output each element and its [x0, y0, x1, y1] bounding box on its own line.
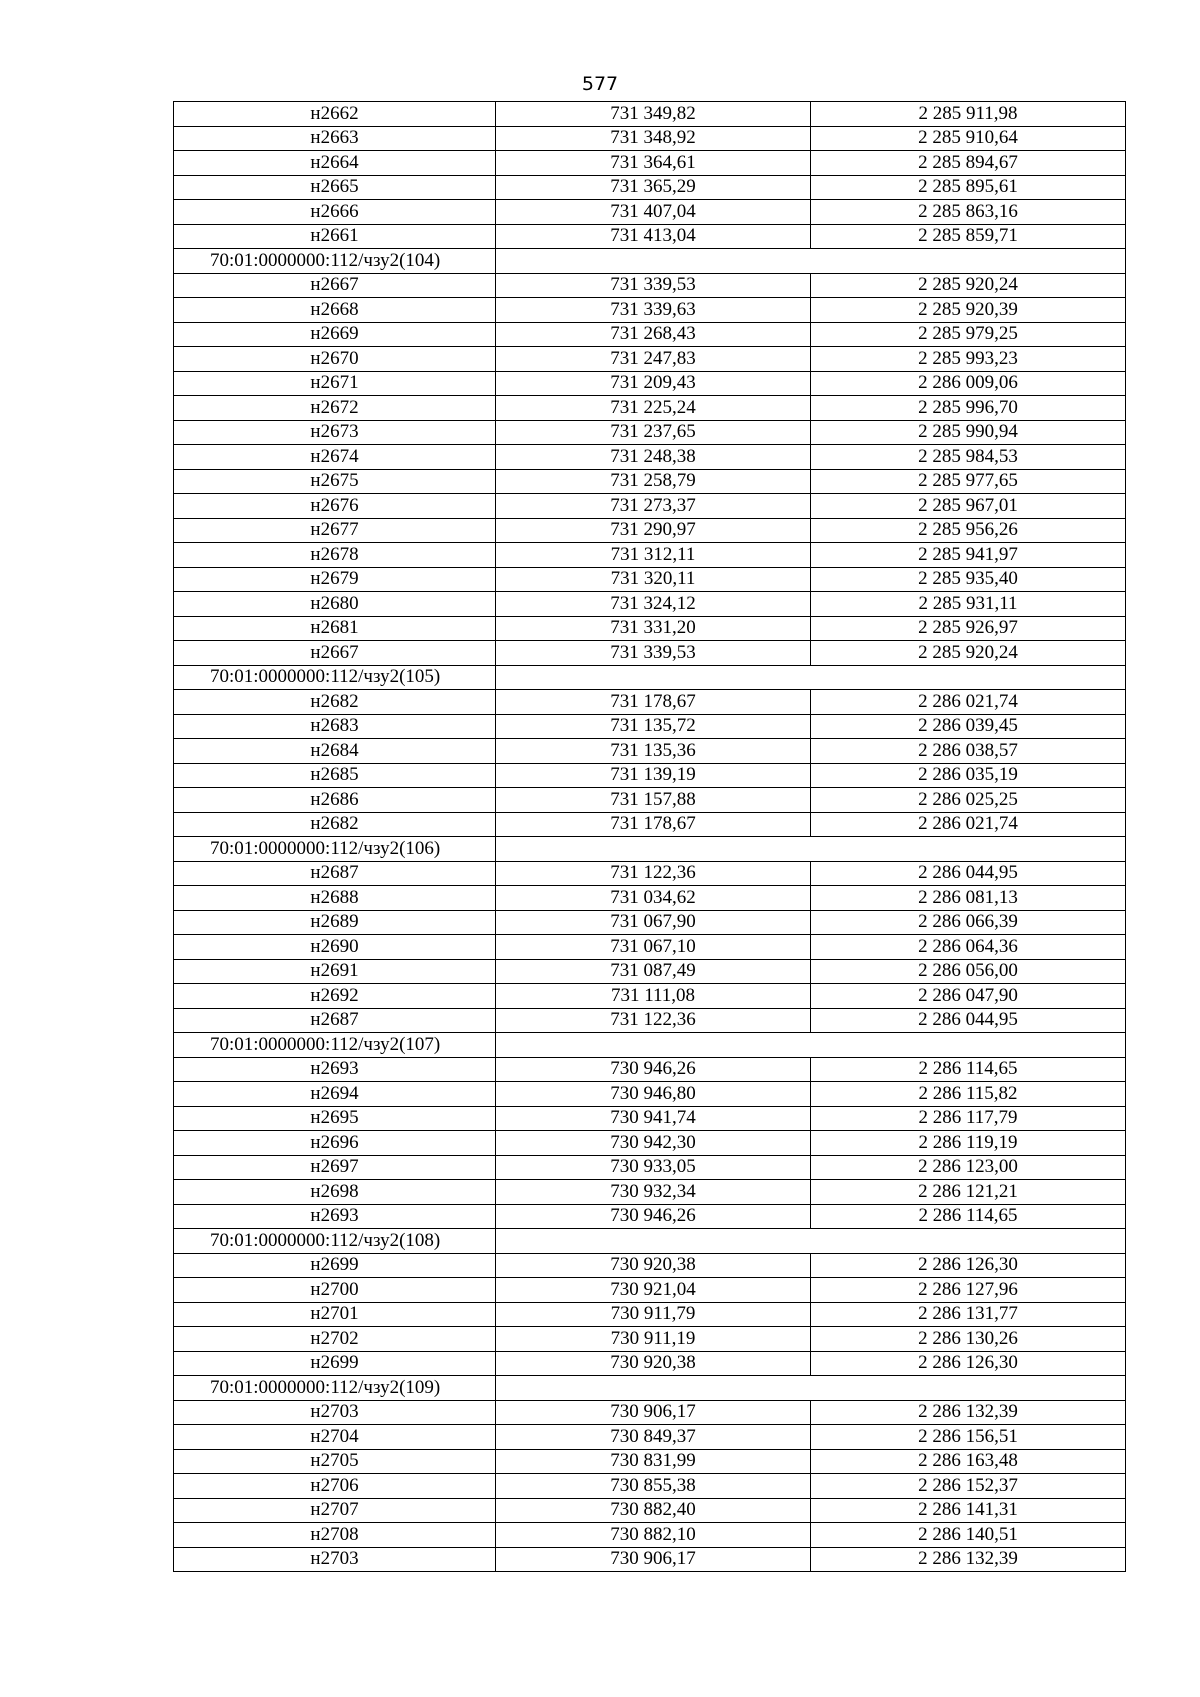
point-id-cell: н2685	[174, 763, 496, 788]
table-row	[174, 1547, 1126, 1572]
table-row	[174, 1425, 1126, 1450]
y-coordinate-cell: 2 285 895,61	[811, 175, 1126, 200]
y-coordinate-cell: 2 286 021,74	[811, 690, 1126, 715]
table-row	[174, 1449, 1126, 1474]
x-coordinate-cell: 731 178,67	[496, 812, 811, 837]
table-row	[174, 420, 1126, 445]
table-row	[174, 1180, 1126, 1205]
point-id-cell: н2691	[174, 959, 496, 984]
y-coordinate-cell: 2 285 920,24	[811, 641, 1126, 666]
point-id-cell: н2682	[174, 812, 496, 837]
point-id-cell: н2663	[174, 126, 496, 151]
x-coordinate-cell: 730 855,38	[496, 1474, 811, 1499]
x-coordinate-cell: 730 882,10	[496, 1523, 811, 1548]
point-id-cell: н2704	[174, 1425, 496, 1450]
y-coordinate-cell: 2 285 911,98	[811, 102, 1126, 127]
y-coordinate-cell: 2 286 127,96	[811, 1278, 1126, 1303]
y-coordinate-cell: 2 285 894,67	[811, 151, 1126, 176]
x-coordinate-cell: 731 209,43	[496, 371, 811, 396]
x-coordinate-cell: 731 247,83	[496, 347, 811, 372]
section-empty-cell	[496, 1033, 1126, 1058]
point-id-cell: н2678	[174, 543, 496, 568]
table-row	[174, 1327, 1126, 1352]
y-coordinate-cell: 2 286 163,48	[811, 1449, 1126, 1474]
table-row	[174, 175, 1126, 200]
point-id-cell: н2680	[174, 592, 496, 617]
x-coordinate-cell: 731 312,11	[496, 543, 811, 568]
y-coordinate-cell: 2 285 931,11	[811, 592, 1126, 617]
y-coordinate-cell: 2 285 935,40	[811, 567, 1126, 592]
x-coordinate-cell: 730 932,34	[496, 1180, 811, 1205]
y-coordinate-cell: 2 286 056,00	[811, 959, 1126, 984]
point-id-cell: н2672	[174, 396, 496, 421]
x-coordinate-cell: 731 339,53	[496, 641, 811, 666]
page-number: 577	[581, 73, 619, 95]
point-id-cell: н2667	[174, 273, 496, 298]
y-coordinate-cell: 2 285 977,65	[811, 469, 1126, 494]
y-coordinate-cell: 2 286 123,00	[811, 1155, 1126, 1180]
table-row	[174, 445, 1126, 470]
y-coordinate-cell: 2 285 993,23	[811, 347, 1126, 372]
point-id-cell: н2662	[174, 102, 496, 127]
y-coordinate-cell: 2 286 044,95	[811, 1008, 1126, 1033]
y-coordinate-cell: 2 286 117,79	[811, 1106, 1126, 1131]
y-coordinate-cell: 2 285 859,71	[811, 224, 1126, 249]
x-coordinate-cell: 731 273,37	[496, 494, 811, 519]
point-id-cell: н2696	[174, 1131, 496, 1156]
x-coordinate-cell: 731 331,20	[496, 616, 811, 641]
y-coordinate-cell: 2 286 064,36	[811, 935, 1126, 960]
y-coordinate-cell: 2 286 039,45	[811, 714, 1126, 739]
y-coordinate-cell: 2 286 121,21	[811, 1180, 1126, 1205]
point-id-cell: н2693	[174, 1057, 496, 1082]
table-row	[174, 1008, 1126, 1033]
table-row	[174, 567, 1126, 592]
x-coordinate-cell: 730 920,38	[496, 1351, 811, 1376]
y-coordinate-cell: 2 285 996,70	[811, 396, 1126, 421]
table-row	[174, 543, 1126, 568]
section-row	[174, 665, 1126, 690]
point-id-cell: н2676	[174, 494, 496, 519]
x-coordinate-cell: 731 407,04	[496, 200, 811, 225]
x-coordinate-cell: 730 941,74	[496, 1106, 811, 1131]
point-id-cell: н2708	[174, 1523, 496, 1548]
x-coordinate-cell: 731 111,08	[496, 984, 811, 1009]
table-row	[174, 1253, 1126, 1278]
y-coordinate-cell: 2 286 131,77	[811, 1302, 1126, 1327]
table-row	[174, 1351, 1126, 1376]
x-coordinate-cell: 731 139,19	[496, 763, 811, 788]
x-coordinate-cell: 730 942,30	[496, 1131, 811, 1156]
x-coordinate-cell: 731 268,43	[496, 322, 811, 347]
x-coordinate-cell: 731 364,61	[496, 151, 811, 176]
x-coordinate-cell: 731 348,92	[496, 126, 811, 151]
table-row	[174, 690, 1126, 715]
section-label: 70:01:0000000:112/чзу2(107)	[174, 1033, 496, 1058]
y-coordinate-cell: 2 285 920,39	[811, 298, 1126, 323]
x-coordinate-cell: 731 087,49	[496, 959, 811, 984]
x-coordinate-cell: 731 349,82	[496, 102, 811, 127]
y-coordinate-cell: 2 285 990,94	[811, 420, 1126, 445]
section-empty-cell	[496, 665, 1126, 690]
section-empty-cell	[496, 1229, 1126, 1254]
point-id-cell: н2689	[174, 910, 496, 935]
table-row	[174, 371, 1126, 396]
x-coordinate-cell: 731 290,97	[496, 518, 811, 543]
y-coordinate-cell: 2 285 926,97	[811, 616, 1126, 641]
table-row	[174, 812, 1126, 837]
y-coordinate-cell: 2 286 152,37	[811, 1474, 1126, 1499]
point-id-cell: н2701	[174, 1302, 496, 1327]
section-row	[174, 249, 1126, 274]
table-row	[174, 322, 1126, 347]
table-row	[174, 886, 1126, 911]
point-id-cell: н2703	[174, 1400, 496, 1425]
x-coordinate-cell: 731 339,53	[496, 273, 811, 298]
x-coordinate-cell: 731 135,72	[496, 714, 811, 739]
point-id-cell: н2669	[174, 322, 496, 347]
table-row	[174, 151, 1126, 176]
section-label: 70:01:0000000:112/чзу2(108)	[174, 1229, 496, 1254]
x-coordinate-cell: 731 225,24	[496, 396, 811, 421]
point-id-cell: н2688	[174, 886, 496, 911]
section-row	[174, 1033, 1126, 1058]
point-id-cell: н2668	[174, 298, 496, 323]
section-label: 70:01:0000000:112/чзу2(109)	[174, 1376, 496, 1401]
y-coordinate-cell: 2 286 132,39	[811, 1547, 1126, 1572]
table-row	[174, 469, 1126, 494]
y-coordinate-cell: 2 286 115,82	[811, 1082, 1126, 1107]
point-id-cell: н2677	[174, 518, 496, 543]
point-id-cell: н2681	[174, 616, 496, 641]
y-coordinate-cell: 2 286 156,51	[811, 1425, 1126, 1450]
point-id-cell: н2675	[174, 469, 496, 494]
y-coordinate-cell: 2 286 140,51	[811, 1523, 1126, 1548]
x-coordinate-cell: 730 906,17	[496, 1547, 811, 1572]
y-coordinate-cell: 2 286 126,30	[811, 1351, 1126, 1376]
x-coordinate-cell: 730 946,26	[496, 1057, 811, 1082]
table-row	[174, 1523, 1126, 1548]
y-coordinate-cell: 2 285 941,97	[811, 543, 1126, 568]
table-row	[174, 641, 1126, 666]
point-id-cell: н2697	[174, 1155, 496, 1180]
x-coordinate-cell: 730 906,17	[496, 1400, 811, 1425]
y-coordinate-cell: 2 285 979,25	[811, 322, 1126, 347]
y-coordinate-cell: 2 286 021,74	[811, 812, 1126, 837]
table-row	[174, 1400, 1126, 1425]
table-row	[174, 1057, 1126, 1082]
table-row	[174, 788, 1126, 813]
table-row	[174, 494, 1126, 519]
x-coordinate-cell: 730 933,05	[496, 1155, 811, 1180]
section-empty-cell	[496, 837, 1126, 862]
x-coordinate-cell: 730 911,19	[496, 1327, 811, 1352]
x-coordinate-cell: 730 849,37	[496, 1425, 811, 1450]
table-row	[174, 518, 1126, 543]
x-coordinate-cell: 730 921,04	[496, 1278, 811, 1303]
y-coordinate-cell: 2 285 910,64	[811, 126, 1126, 151]
point-id-cell: н2692	[174, 984, 496, 1009]
table-row	[174, 763, 1126, 788]
table-row	[174, 616, 1126, 641]
table-row	[174, 984, 1126, 1009]
point-id-cell: н2698	[174, 1180, 496, 1205]
y-coordinate-cell: 2 286 130,26	[811, 1327, 1126, 1352]
y-coordinate-cell: 2 286 047,90	[811, 984, 1126, 1009]
x-coordinate-cell: 731 237,65	[496, 420, 811, 445]
section-empty-cell	[496, 249, 1126, 274]
section-empty-cell	[496, 1376, 1126, 1401]
x-coordinate-cell: 730 882,40	[496, 1498, 811, 1523]
y-coordinate-cell: 2 286 081,13	[811, 886, 1126, 911]
point-id-cell: н2690	[174, 935, 496, 960]
y-coordinate-cell: 2 286 141,31	[811, 1498, 1126, 1523]
table-row	[174, 273, 1126, 298]
table-row	[174, 396, 1126, 421]
point-id-cell: н2682	[174, 690, 496, 715]
coordinates-table-body	[174, 102, 1126, 1572]
y-coordinate-cell: 2 285 863,16	[811, 200, 1126, 225]
y-coordinate-cell: 2 286 126,30	[811, 1253, 1126, 1278]
y-coordinate-cell: 2 286 132,39	[811, 1400, 1126, 1425]
point-id-cell: н2661	[174, 224, 496, 249]
x-coordinate-cell: 731 067,90	[496, 910, 811, 935]
table-row	[174, 1474, 1126, 1499]
table-row	[174, 102, 1126, 127]
x-coordinate-cell: 731 157,88	[496, 788, 811, 813]
section-label: 70:01:0000000:112/чзу2(105)	[174, 665, 496, 690]
y-coordinate-cell: 2 286 114,65	[811, 1204, 1126, 1229]
x-coordinate-cell: 731 122,36	[496, 1008, 811, 1033]
table-row	[174, 1131, 1126, 1156]
point-id-cell: н2707	[174, 1498, 496, 1523]
point-id-cell: н2679	[174, 567, 496, 592]
x-coordinate-cell: 731 122,36	[496, 861, 811, 886]
y-coordinate-cell: 2 286 035,19	[811, 763, 1126, 788]
table-row	[174, 1082, 1126, 1107]
table-row	[174, 298, 1126, 323]
point-id-cell: н2667	[174, 641, 496, 666]
coordinates-table	[173, 101, 1126, 1572]
x-coordinate-cell: 731 320,11	[496, 567, 811, 592]
point-id-cell: н2664	[174, 151, 496, 176]
table-row	[174, 739, 1126, 764]
point-id-cell: н2699	[174, 1351, 496, 1376]
y-coordinate-cell: 2 286 009,06	[811, 371, 1126, 396]
y-coordinate-cell: 2 286 025,25	[811, 788, 1126, 813]
table-row	[174, 224, 1126, 249]
point-id-cell: н2666	[174, 200, 496, 225]
point-id-cell: н2706	[174, 1474, 496, 1499]
table-row	[174, 959, 1126, 984]
x-coordinate-cell: 731 413,04	[496, 224, 811, 249]
section-row	[174, 1229, 1126, 1254]
x-coordinate-cell: 731 324,12	[496, 592, 811, 617]
point-id-cell: н2665	[174, 175, 496, 200]
x-coordinate-cell: 731 248,38	[496, 445, 811, 470]
table-row	[174, 935, 1126, 960]
table-row	[174, 200, 1126, 225]
point-id-cell: н2683	[174, 714, 496, 739]
y-coordinate-cell: 2 285 984,53	[811, 445, 1126, 470]
y-coordinate-cell: 2 286 038,57	[811, 739, 1126, 764]
y-coordinate-cell: 2 285 956,26	[811, 518, 1126, 543]
section-row	[174, 1376, 1126, 1401]
point-id-cell: н2686	[174, 788, 496, 813]
y-coordinate-cell: 2 286 066,39	[811, 910, 1126, 935]
table-row	[174, 1106, 1126, 1131]
x-coordinate-cell: 730 831,99	[496, 1449, 811, 1474]
x-coordinate-cell: 731 178,67	[496, 690, 811, 715]
y-coordinate-cell: 2 286 119,19	[811, 1131, 1126, 1156]
table-row	[174, 861, 1126, 886]
table-row	[174, 910, 1126, 935]
y-coordinate-cell: 2 285 967,01	[811, 494, 1126, 519]
x-coordinate-cell: 731 258,79	[496, 469, 811, 494]
x-coordinate-cell: 730 911,79	[496, 1302, 811, 1327]
y-coordinate-cell: 2 286 114,65	[811, 1057, 1126, 1082]
section-row	[174, 837, 1126, 862]
point-id-cell: н2671	[174, 371, 496, 396]
point-id-cell: н2703	[174, 1547, 496, 1572]
x-coordinate-cell: 731 034,62	[496, 886, 811, 911]
table-row	[174, 1498, 1126, 1523]
point-id-cell: н2705	[174, 1449, 496, 1474]
table-row	[174, 126, 1126, 151]
section-label: 70:01:0000000:112/чзу2(106)	[174, 837, 496, 862]
y-coordinate-cell: 2 285 920,24	[811, 273, 1126, 298]
point-id-cell: н2693	[174, 1204, 496, 1229]
x-coordinate-cell: 730 946,80	[496, 1082, 811, 1107]
point-id-cell: н2673	[174, 420, 496, 445]
x-coordinate-cell: 731 067,10	[496, 935, 811, 960]
point-id-cell: н2684	[174, 739, 496, 764]
x-coordinate-cell: 730 920,38	[496, 1253, 811, 1278]
table-row	[174, 1204, 1126, 1229]
x-coordinate-cell: 731 365,29	[496, 175, 811, 200]
point-id-cell: н2700	[174, 1278, 496, 1303]
x-coordinate-cell: 730 946,26	[496, 1204, 811, 1229]
point-id-cell: н2699	[174, 1253, 496, 1278]
table-row	[174, 347, 1126, 372]
table-row	[174, 1302, 1126, 1327]
table-row	[174, 714, 1126, 739]
x-coordinate-cell: 731 339,63	[496, 298, 811, 323]
x-coordinate-cell: 731 135,36	[496, 739, 811, 764]
point-id-cell: н2695	[174, 1106, 496, 1131]
point-id-cell: н2674	[174, 445, 496, 470]
point-id-cell: н2670	[174, 347, 496, 372]
table-row	[174, 1278, 1126, 1303]
point-id-cell: н2702	[174, 1327, 496, 1352]
table-row	[174, 592, 1126, 617]
point-id-cell: н2694	[174, 1082, 496, 1107]
table-row	[174, 1155, 1126, 1180]
point-id-cell: н2687	[174, 1008, 496, 1033]
y-coordinate-cell: 2 286 044,95	[811, 861, 1126, 886]
section-label: 70:01:0000000:112/чзу2(104)	[174, 249, 496, 274]
point-id-cell: н2687	[174, 861, 496, 886]
